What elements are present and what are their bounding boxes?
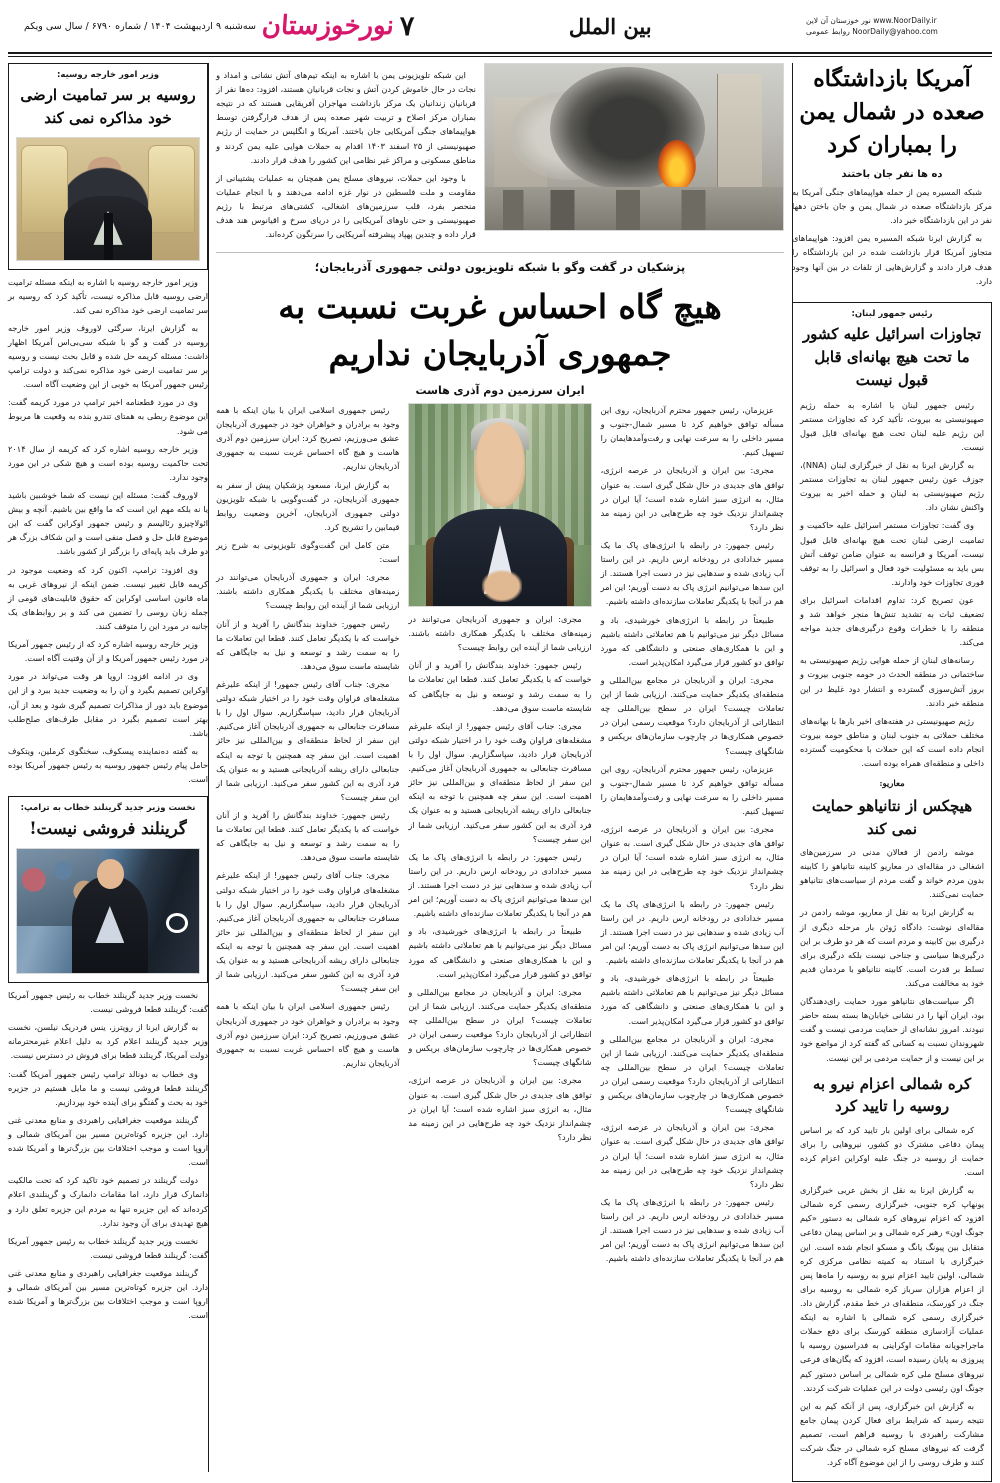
greenland-para-5: دولت گرینلند در تصمیم خود تاکید کرد که تحت مالکیت دانمارک قرار دارد، اما مقامات دانمارک و گرینلندی اعلام کرده‌اند که این جزیره تنها به مردم این جزیره تعلق دارد و هیچ تهدیدی برای آن وجود ندارد. — [8, 1175, 209, 1228]
lavrov-para-5: لاوروف گفت: مسئله این نیست که شما خوشبین باشید یا نه بلکه مهم این است که ما واقع بین باشیم. آنچه و بیش ائولاچیزو رئالیسم و رئیس جمهور اوکراین گفت که این موضوع قابل حل و فصل منفی است و این شکاف بزرگ هر دو طرف باید پایه‌ای را بزرگتر از کشور باشد. — [8, 490, 209, 557]
interview-left-para-12: رئیس جمهور: در رابطه با انرژی‌های پاک ما یک مسیر خدادادی در رودخانه ارس داریم. در این راستا آب زیادی شده و سدهایی نیز در دست اجرا هستند. از این سدها می‌توانیم انرژی پاک به دست آوریم؛ این امر هم در آنجا با یکدیگر تعاملات سازنده‌ای داشته باشیم. — [600, 1196, 784, 1264]
nkorea-para-2: به گزارش ایرنا به نقل از بخش عربی خبرگزاری یونهاپ کره جنوبی، خبرگزاری رسمی کره شمالی افزود که اعزام نیروهای کره شمالی به دستور «کیم جونگ اون» رهبر کره شمالی و بر اساس پیمان دفاعی متقابل بین پیونگ یانگ و مسکو انجام شده است. این خبرگزاری با استناد به کمیته نظامی مرکزی کره شمالی، اولین تایید اعزام نیرو به روسیه را ماه‌ها پس از اعزام هزاران سرباز کره شمالی به روسیه برای جنگ در کورسک، منطقه‌ای در خط مقدم، گزارش داد. خبرگزاری رسمی کره شمالی با اشاره به اینکه عملیات آزادسازی منطقه کورسک برای دفع حملات ماجراجویانه مقامات اوکراینی به فدراسیون روسیه با پیروزی به پایان رسیده است، افزود که یگان‌های فرعی نیروهای مسلح ملی کره شمالی بر اساس دستور کیم جونگ اون رئیسی دولت در این عملیات شرکت کردند. — [800, 1185, 984, 1393]
lebanon-para-4: عون تصریح کرد: تداوم اقدامات اسرائیل برای تضعیف ثبات به تشدید تنش‌ها منجر خواهد شد و منطقه را با خطرات وقوع درگیری‌های جدید مواجه می‌کند. — [800, 594, 984, 648]
interview-mid-para-3: مجری: جناب آقای رئیس جمهور! از اینکه علیرغم مشغله‌های فراوان وقت خود را در اختیار شبکه دولتی آذربایجان قرار دادید، سپاسگزاریم. سوال اول را با مسافرت جنابعالی به جمهوری آذربایجان آغاز می‌کنیم. این سفر از لحاظ منطقه‌ای و بین‌المللی نیز حائز اهمیت است. این سفر چه همچنین با توجه به اینکه جنابعالی دارای ریشه آذربایجانی هستید و به عنوان یک فرد آذری به این کشور سفر می‌کنید. ارزیابی شما از این سفر چیست؟ — [408, 720, 592, 844]
issue-date-line: سه‌شنبه ۹ اردیبهشت ۱۴۰۴ / شماره ۶۷۹۰ / سال سی ویکم — [24, 20, 256, 32]
lavrov-para-7: وزیر خارجه روسیه اشاره کرد که از رئیس جمهور آمریکا در مورد رئیس جمهور آمریکا و از آن وقتیت آگاه است. — [8, 639, 209, 664]
maariv-para-1: موشه رادمن از فعالان مدنی در سرزمین‌های اشغالی در مقاله‌ای در معاریو کابینه نتانیاهو را کابینه بدون مردم خواند و گفت مردم از سیاست‌های نتانیاهو حمایت نمی‌کنند. — [800, 847, 984, 900]
interview-left-body — [601, 403, 784, 1265]
interview-grid — [216, 403, 784, 1269]
center-top-body — [216, 68, 476, 241]
column-right — [792, 63, 992, 1472]
interview-right-para-9: مجری: جناب آقای رئیس جمهور! از اینکه علیرغم مشغله‌های فراوان وقت خود را در اختیار شبکه دولتی آذربایجان قرار دادید، سپاسگزاریم. سوال اول را با مسافرت جنابعالی به جمهوری آذربایجان آغاز می‌کنیم. این سفر از لحاظ منطقه‌ای و بین‌المللی نیز حائز اهمیت است. این سفر چه همچنین با توجه به اینکه جنابعالی دارای ریشه آذربایجانی هستید و به عنوان یک فرد آذری به این کشور سفر می‌کنید. ارزیابی شما از این سفر چیست؟ — [216, 870, 400, 994]
interview-left-para-11: مجری: بین ایران و آذربایجان در عرصه انرژی، توافق های جدیدی در حال شکل گیری است. به عنوان مثال، به انرژی سبز اشاره شده است؛ آیا ایران در چشم‌انداز نزدیک خود چه طرح‌هایی در این زمینه مد نظر دارد؟ — [600, 1122, 784, 1189]
online-url[interactable]: www.NoorDaily.ir — [873, 15, 937, 25]
interview-left-para-2: مجری: بین ایران و آذربایجان در عرصه انرژی، توافق های جدیدی در حال شکل گیری است. به عنوان مثال، به انرژی سبز اشاره شده است؛ آیا ایران در چشم‌انداز نزدیک خود چه طرح‌هایی در این زمینه مد نظر دارد؟ — [600, 465, 784, 532]
interview-mid-para-5: طبیعتاً در رابطه با انرژی‌های خورشیدی، باد و مسائل دیگر نیز می‌توانیم با هم تعاملاتی داشته باشیم و این با همکاری‌های صنعتی و دانشگاهی که مورد توافق دو کشور قرار می‌گیرد امکان‌پذیر است. — [408, 926, 592, 979]
center-top-para-1: این شبکه تلویزیونی یمن با اشاره به اینکه تیم‌های آتش نشانی و امداد و نجات در حال خاموش کردن آتش و نجات قربانیان هستند، افزود: ده‌ها نفر از قربانیان زندانیان یک مرکز بازداشت مهاجران آفریقایی هستند که در نتیجه بمباران مرکز اصلاح و تربیت شهر صعده پس از هدف قرارگرفتن توسط هواپیماهای جنگی آمریکایی جان باختند. آمریکا و انگلیس در حمایت از رژیم صهیونیستی از ۲۵ اسفند ۱۴۰۳ اقدام به حملات هوایی علیه یمن کردند و مناطق مسکونی و مراکز غیر نظامی این کشور را هدف قرار دادند. — [216, 70, 476, 165]
greenland-para-4: گرینلند موقعیت جغرافیایی راهبردی و منابع معدنی غنی دارد. این جزیره کوتاه‌ترین مسیر بین آمریکای شمالی و اروپا است و موجب اختلافات بین بزرگ‌ترها و آمریکا شده است. — [8, 1114, 209, 1168]
page-number: ۷ — [399, 10, 415, 42]
greenland-para-2: به گزارش ایرنا از رویترز، ینس فردریک نیلسن، نخست وزیر جدید گرینلند اعلام کرد به دلیل اعلام غیرمحترمانه دولت آمریکا، گرینلند قطعا برای فروش در دسترس نیست. — [8, 1022, 209, 1061]
article-greenland — [8, 796, 208, 983]
interview-middle-body — [408, 612, 591, 1144]
interview-left-para-10: مجری: ایران و آذربایجان در مجامع بین‌المللی و منطقه‌ای یکدیگر حمایت می‌کنند. ارزیابی شما از این تعاملات چیست؟ ایران در سطح بین‌المللی چه انتظاراتی از آذربایجان دارد؟ موقعیت رسمی ایران در خصوص همکاری‌ها در چارچوب سازمان‌های بریکس و شانگهای چیست؟ — [600, 1033, 784, 1115]
lavrov-para-4: وزیر خارجه روسیه اشاره کرد که کریمه از سال ۲۰۱۴ تحت حاکمیت روسیه بوده است و هیچ شکی در این مورد وجود ندارد. — [8, 443, 209, 482]
interview-right-para-1: رئیس جمهوری اسلامی ایران با بیان اینکه با همه وجود به برادران و خواهران خود در جمهوری آذربایجان عشق می‌ورزیم، تصریح کرد: ایران سرزمین دوم آذری هاست و هیچ گاه احساس غربت نسبت به جمهوری آذربایجان نداریم. — [216, 405, 400, 472]
lavrov-kicker: وزیر امور خارجه روسیه: — [57, 70, 159, 80]
maariv-para-2: به گزارش ایرنا به نقل از معاریو، موشه رادمن در مقاله‌ای نوشت: دادگاه ژوئن بار مرحله دیگری از درگیری بین کابینه و مردم است که هر دو طرف بر این درگیری‌ها سیاسی و جناحی نیست بلکه درگیری برای تسلط بر قدرت است. کابینه نتانیاهو با مردمان قدیم خود به مخالفت می‌کند. — [800, 907, 984, 988]
greenland-para-1: نخست وزیر جدید گرینلند خطاب به رئیس جمهور آمریکا گفت: گرینلند قطعا فروشی نیست. — [8, 989, 209, 1015]
interview-right-para-8: رئیس جمهور: خداوند بندگانش را آفرید و از آنان خواست که با یکدیگر تعامل کنند. قطعا این تعاملات ما را به سمت رشد و توسعه و نیل به جایگاهی که شایسته ماست سوق می‌دهد. — [216, 809, 400, 863]
maariv-kicker-wrap — [800, 778, 984, 840]
maariv-para-3: اگر سیاست‌های نتانیاهو مورد حمایت رای‌دهندگان بود، ایران آنها را در نشانی خیابان‌ها بسته بسته حاضر نبودند. امروز نشانه‌ای از حمایت مردمی نیست و گفت شهروندان نسبت به کسانی که گفته کرد از مواضع خود بر این نیست و از حمایت مردمی بر این نیست. — [800, 996, 984, 1063]
pr-label: روابط عمومی — [806, 27, 850, 36]
interview-left-para-1: عزیزمان، رئیس جمهور محترم آذربایجان، روی این مسأله توافق خواهیم کرد تا مسیر شمال-جنوب و مسیر داخلی را به سرعت نهایی و رفت‌وآمدهایمان را تسهیل کنیم. — [600, 405, 784, 458]
interview-mid-para-2: رئیس جمهور: خداوند بندگانش را آفرید و از آنان خواست که با یکدیگر تعامل کنند. قطعا این تعاملات ما را به سمت رشد و توسعه و نیل به جایگاهی که شایسته ماست سوق می‌دهد. — [408, 660, 592, 713]
interview-col-middle — [408, 403, 591, 1269]
yemen-blast-image — [484, 63, 784, 231]
contact-email[interactable]: NoorDaily@yahoo.com — [852, 27, 938, 36]
nkorea-para-1: کره شمالی برای اولین بار تایید کرد که بر اساس پیمان دفاعی مشترک دو کشور، نیروهایی را برای حمایت از روسیه در جنگ علیه اوکراین اعزام کرده است. — [800, 1124, 984, 1177]
greenland-body — [8, 988, 208, 1322]
interview-col-left — [601, 403, 784, 1269]
interview-left-para-6: عزیزمان، رئیس جمهور محترم آذربایجان، روی این مسأله توافق خواهیم کرد تا مسیر شمال-جنوب و مسیر داخلی را به سرعت نهایی و رفت‌وآمدهایمان را تسهیل کنیم. — [600, 763, 784, 816]
lebanon-headline: تجاوزات اسرائیل علیه کشور ما تحت هیچ بهانه‌ای قابل قبول نیست — [802, 324, 982, 390]
interview-right-para-5: رئیس جمهور: خداوند بندگانش را آفرید و از آنان خواست که با یکدیگر تعامل کنند. قطعا این تعاملات ما را به سمت رشد و توسعه و نیل به جایگاهی که شایسته ماست سوق می‌دهد. — [216, 618, 400, 671]
interview-col-right — [216, 403, 399, 1269]
yemen-blast-photo — [484, 63, 784, 231]
lebanon-para-1: رئیس جمهور لبنان با اشاره به حمله رژیم صهیونیستی به بیروت، تأکید کرد که تجاوزات مستمر این رژیم علیه لبنان تحت هیچ بهانه‌ای قابل قبول نیست. — [800, 399, 984, 452]
nkorea-headline: کره شمالی اعزام نیرو به روسیه را تایید کرد — [812, 1074, 972, 1116]
lead-text — [216, 63, 476, 245]
article-lebanon — [792, 302, 992, 1483]
lead-row — [216, 63, 784, 245]
section-title: بین الملل — [568, 13, 652, 39]
masthead-section-wrap — [414, 14, 806, 39]
lavrov-para-6: وی افزود: ترامپ، اکنون کرد که وضعیت موجود در کریمه قابل تغییر نیست. ضمن اینکه از نیروهای غربی به ماه قانون اساسی اوکراین که حقوق قابلیت‌های قومی از جمله زبان روسی را تضمین می کند و بر روابط‌های یک جانبه در مورد این را متوقف کنند. — [8, 564, 209, 632]
maariv-body — [800, 845, 984, 1065]
greenland-pm-photo — [16, 848, 200, 974]
lavrov-para-9: به گفته ده‌نماینده پیسکوف، سخنگوی کرملین، ویتکوف حامل پیام رئیس جمهور روسیه به رئیس جمهور آمریکا بوده است. — [8, 745, 209, 785]
lavrov-para-2: به گزارش ایرنا، سرگئی لاوروف وزیر امور خارجه روسیه در گفت و گو با شبکه سی‌بی‌اس آمریکا اظهار داشت: مسئله کریمه حل شده و قابل بحث نیست و روسیه بر سر تمامیت ارضی خود مذاکره نمی‌کند و دولت ترامپ رئیس جمهور آمریکا به خوبی از این وضعیت آگاه است. — [8, 322, 209, 390]
interview-right-para-10: رئیس جمهوری اسلامی ایران با بیان اینکه با همه وجود به برادران و خواهران خود در جمهوری آذربایجان عشق می‌ورزیم، تصریح کرد: ایران سرزمین دوم آذری هاست و هیچ گاه احساس غربت نسبت به جمهوری آذربایجان نداریم. — [216, 1001, 400, 1068]
main-headline: هیچ گاه احساس غربت نسبت به جمهوری آذربایجان نداریم — [278, 287, 722, 374]
interview-right-para-2: به گزارش ایرنا، مسعود پزشکیان پیش از سفر به جمهوری آذربایجان، در گفت‌وگویی با شبکه تلویزیون دولتی جمهوری آذربایجان، آخرین وضعیت روابط قیمابین را تشریح کرد. — [216, 479, 400, 532]
interview-mid-para-8: مجری: بین ایران و آذربایجان در عرصه انرژی، توافق های جدیدی در حال شکل گیری است. به عنوان مثال، به انرژی سبز اشاره شده است؛ آیا ایران در چشم‌انداز نزدیک خود چه طرح‌هایی در این زمینه مد نظر دارد؟ — [408, 1075, 592, 1142]
lavrov-headline: روسیه بر سر تمامیت ارضی خود مذاکره نمی کند — [20, 86, 196, 128]
pezeshkian-portrait — [408, 403, 591, 607]
interview-mid-para-7: مجری: ایران و آذربایجان در مجامع بین‌المللی و منطقه‌ای یکدیگر حمایت می‌کنند. ارزیابی شما از این تعاملات چیست؟ ایران در سطح بین‌المللی چه انتظاراتی از آذربایجان دارد؟ موقعیت رسمی ایران در خصوص همکاری‌ها در چارچوب سازمان‌های بریکس و شانگهای چیست؟ — [408, 986, 592, 1068]
greenland-para-7: گرینلند موقعیت جغرافیایی راهبردی و منابع معدنی غنی دارد. این جزیره کوتاه‌ترین مسیر بین آمریکای شمالی و اروپا است و موجب اختلافات بین بزرگ‌ترها و آمریکا شده است. — [8, 1267, 209, 1321]
interview-left-para-8: رئیس جمهور: در رابطه با انرژی‌های پاک ما یک مسیر خدادادی در رودخانه ارس داریم. در این راستا آب زیادی شده و سدهایی نیز در دست اجرا هستند. از این سدها می‌توانیم انرژی پاک به دست آوریم؛ این امر هم در آنجا با یکدیگر تعاملات سازنده‌ای داشته باشیم. — [600, 898, 784, 966]
yemen-para-2: به گزارش ایرنا شبکه المسیره یمن افزود: هواپیماهای متجاوز آمریکا قرار بازداشت شده در این بازداشتگاه را هدف قرار دادند و گزارش‌هایی از تلفات در بین آنها وجود دارد. — [792, 233, 992, 286]
online-label: نور خوزستان آن لاین — [806, 15, 871, 25]
greenland-kicker: نخست وزیر جدید گرینلند خطاب به ترامپ: — [20, 803, 196, 814]
yemen-para-1: شبکه المسیره یمن از حمله هواپیماهای جنگی آمریکا به مرکز بازداشتگاه صعده در شمال یمن و جان باختن دهها نفر در این بازداشتگاه خبر داد. — [792, 187, 992, 226]
article-lavrov — [8, 63, 208, 270]
yemen-body — [792, 185, 992, 288]
lebanon-para-2: به گزارش ایرنا به نقل از خبرگزاری لبنان (NNA)، جوزف عون رئیس جمهور لبنان به تجاوزات مستمر رژیم صهیونیستی به لبنان و حمله اخیر به بیروت واکنش نشان داد. — [800, 459, 984, 513]
interview-left-para-5: مجری: ایران و آذربایجان در مجامع بین‌المللی و منطقه‌ای یکدیگر حمایت می‌کنند. ارزیابی شما از این تعاملات چیست؟ ایران در سطح بین‌المللی چه انتظاراتی از آذربایجان دارد؟ موقعیت رسمی ایران در خصوص همکاری‌ها در چارچوب سازمان‌های بریکس و شانگهای چیست؟ — [600, 675, 784, 756]
lebanon-para-6: رژیم صهیونیستی در هفته‌های اخیر بارها با بهانه‌های مختلف حملاتی به جنوب لبنان و مناطق حومه بیروت انجام داده است که این حملات با محکومیت گسترده داخلی و منطقه‌ای همراه بوده است. — [800, 715, 984, 769]
main-subhead: ایران سرزمین دوم آذری هاست — [415, 384, 585, 398]
nkorea-para-3: به گزارش این خبرگزاری، پس از آنکه کیم به این نتیجه رسید که شرایط برای فعال کردن پیمان جامع مشارکت راهبردی با روسیه فراهم است، تصمیم گرفت که نیروهای مسلح کره شمالی در جنگ شرکت کنند و طرف روسی را از این موضوع آگاه کرد. — [800, 1400, 984, 1468]
greenland-headline: گرینلند فروشی نیست! — [29, 819, 187, 839]
column-left — [8, 63, 208, 1472]
paper-logo: نورخوزستان — [260, 11, 395, 41]
interview-left-para-9: طبیعتاً در رابطه با انرژی‌های خورشیدی، باد و مسائل دیگر نیز می‌توانیم با هم تعاملاتی داشته باشیم و این با همکاری‌های صنعتی و دانشگاهی که مورد توافق دو کشور قرار می‌گیرد امکان‌پذیر است. — [600, 973, 784, 1026]
article-yemen-strike — [792, 63, 992, 288]
yemen-subhead: ده ها نفر جان باختند — [841, 169, 943, 180]
lebanon-kicker: رئیس جمهور لبنان: — [851, 308, 933, 319]
greenland-para-6: نخست وزیر جدید گرینلند خطاب به رئیس جمهور آمریکا گفت: گرینلند قطعا فروشی نیست. — [8, 1235, 209, 1260]
masthead — [0, 0, 1000, 52]
interview-left-para-4: طبیعتاً در رابطه با انرژی‌های خورشیدی، باد و مسائل دیگر نیز می‌توانیم با هم تعاملاتی داشته باشیم و این با همکاری‌های صنعتی و دانشگاهی که مورد توافق دو کشور قرار می‌گیرد امکان‌پذیر است. — [600, 614, 784, 667]
lebanon-body — [800, 398, 984, 771]
masthead-brand — [14, 10, 415, 42]
lavrov-para-8: وی در ادامه افزود: اروپا هر وقت می‌تواند در مورد اوکراین تصمیم بگیرد و آن را به وضعیت جدید ببرد و از این موضوع باید دور از مذاکرات تصمیم گیری شود و بعد از آن، بهتر است تصمیم بگیرد در مقابل طرف‌های صلح‌طلب باشد. — [8, 671, 209, 738]
lavrov-para-1: وزیر امور خارجه روسیه با اشاره به اینکه مسئله ترامیت ارضی روسیه قابل مذاکره نیست، تأکید کرد که روسیه بر سر تمامیت ارضی خود مذاکره نمی کند. — [8, 276, 209, 315]
lavrov-para-3: وی در مورد قطعنامه اخیر ترامپ در مورد کریمه گفت: این موضوع ربطی به همتای تندرو بنده به وقعیت ها مربوط می شود. — [8, 397, 209, 436]
greenland-para-3: وی خطاب به دونالد ترامپ رئیس جمهور آمریکا گفت: گرینلند قطعا فروشی نیست و ما مایل هستیم در جزیره خود به بحث و گفتگو برای آینده خود بپردازیم. — [8, 1068, 209, 1107]
lead-separator — [216, 252, 784, 253]
column-center — [208, 63, 792, 1472]
pezeshkian-image — [408, 403, 591, 607]
interview-mid-para-1: مجری: ایران و جمهوری آذربایجان می‌توانند در زمینه‌های مختلف با یکدیگر همکاری داشته باشند. ارزیابی شما از آینده این روابط چیست؟ — [408, 614, 592, 653]
main-story-header — [216, 260, 784, 397]
interview-right-para-6: مجری: جناب آقای رئیس جمهور! از اینکه علیرغم مشغله‌های فراوان وقت خود را در اختیار شبکه دولتی آذربایجان قرار دادید، سپاسگزاریم. سوال اول را با مسافرت جنابعالی به جمهوری آذربایجان آغاز می‌کنیم. این سفر از لحاظ منطقه‌ای و بین‌المللی نیز حائز اهمیت است. این سفر چه همچنین با توجه به اینکه جنابعالی دارای ریشه آذربایجانی هستید و به عنوان یک فرد آذری به این کشور سفر می‌کنید. ارزیابی شما از این سفر چیست؟ — [216, 679, 400, 802]
page-body — [0, 57, 1000, 1480]
lavrov-photo — [16, 137, 200, 261]
maariv-kicker: معاریو: — [879, 779, 905, 790]
interview-right-para-3: متن کامل این گفت‌وگوی تلویزیونی به شرح زیر است: — [216, 540, 400, 565]
masthead-rule-thick — [8, 52, 992, 54]
interview-left-para-7: مجری: بین ایران و آذربایجان در عرصه انرژی، توافق های جدیدی در حال شکل گیری است. به عنوان مثال، به انرژی سبز اشاره شده است؛ آیا ایران در چشم‌انداز نزدیک خود چه طرح‌هایی در این زمینه مد نظر دارد؟ — [600, 824, 784, 891]
lebanon-para-3: وی گفت: تجاوزات مستمر اسرائیل علیه حاکمیت و تمامیت ارضی لبنان تحت هیچ بهانه‌ای قابل قبول نیست، آمریکا و فرانسه به عنوان ضامن توقف آتش بس باید به مسئولیت خود فعال و اسرائیل را به توقف فوری تجاوزات خود وادارند. — [800, 520, 984, 587]
maariv-headline: هیچکس از نتانیاهو حمایت نمی کند — [811, 797, 973, 838]
interview-mid-para-4: رئیس جمهور: در رابطه با انرژی‌های پاک ما یک مسیر خدادادی در رودخانه ارس داریم. در این راستا آب زیادی شده و سدهایی نیز در دست اجرا هستند. از این سدها می‌توانیم انرژی پاک به دست آوریم؛ این امر هم در آنجا با یکدیگر تعاملات سازنده‌ای داشته باشیم. — [408, 851, 592, 919]
masthead-contact — [806, 15, 986, 38]
center-top-para-2: با وجود این حملات، نیروهای مسلح یمن همچنان به عملیات پشتیبانی از مقاومت و ملت فلسطین در نوار غزه ادامه می‌دهند و با انجام عملیات منحصر بفرد، قلب سرزمین‌های اشغالی، کشتی‌های مرتبط با رژیم صهیونیستی و حتی ناوهای آمریکایی را در دریای سرخ و اقیانوس هند هدف قرار داده و چندین پهپاد پیشرفته آمریکایی را سرنگون کرده‌اند. — [216, 172, 476, 240]
yemen-headline: آمریکا بازداشتگاه صعده در شمال یمن را بمباران کرد — [799, 66, 985, 158]
nkorea-body — [800, 1123, 984, 1470]
lavrov-body — [8, 275, 208, 787]
interview-left-para-3: رئیس جمهور: در رابطه با انرژی‌های پاک ما یک مسیر خدادادی در رودخانه ارس داریم. در این راستا آب زیادی شده و سدهایی نیز در دست اجرا هستند. از این سدها می‌توانیم انرژی پاک به دست آوریم؛ این امر هم در آنجا با یکدیگر تعاملات سازنده‌ای داشته باشیم. — [600, 540, 784, 607]
main-kicker: پزشکیان در گفت وگو با شبکه تلویزیون دولتی جمهوری آذربایجان؛ — [314, 260, 686, 275]
lebanon-para-5: رسانه‌های لبنان از حمله هوایی رژیم صهیونیستی به ساختمانی در منطقه الحدث در حومه جنوبی بیروت و بروز آتش‌سوزی گسترده و انتشار دود غلیظ در این منطقه خبر دادند. — [800, 655, 984, 708]
interview-right-para-4: مجری: ایران و جمهوری آذربایجان می‌توانند در زمینه‌های مختلف با یکدیگر همکاری داشته باشند. ارزیابی شما از آینده این روابط چیست؟ — [216, 572, 400, 611]
interview-right-body — [216, 403, 399, 1070]
